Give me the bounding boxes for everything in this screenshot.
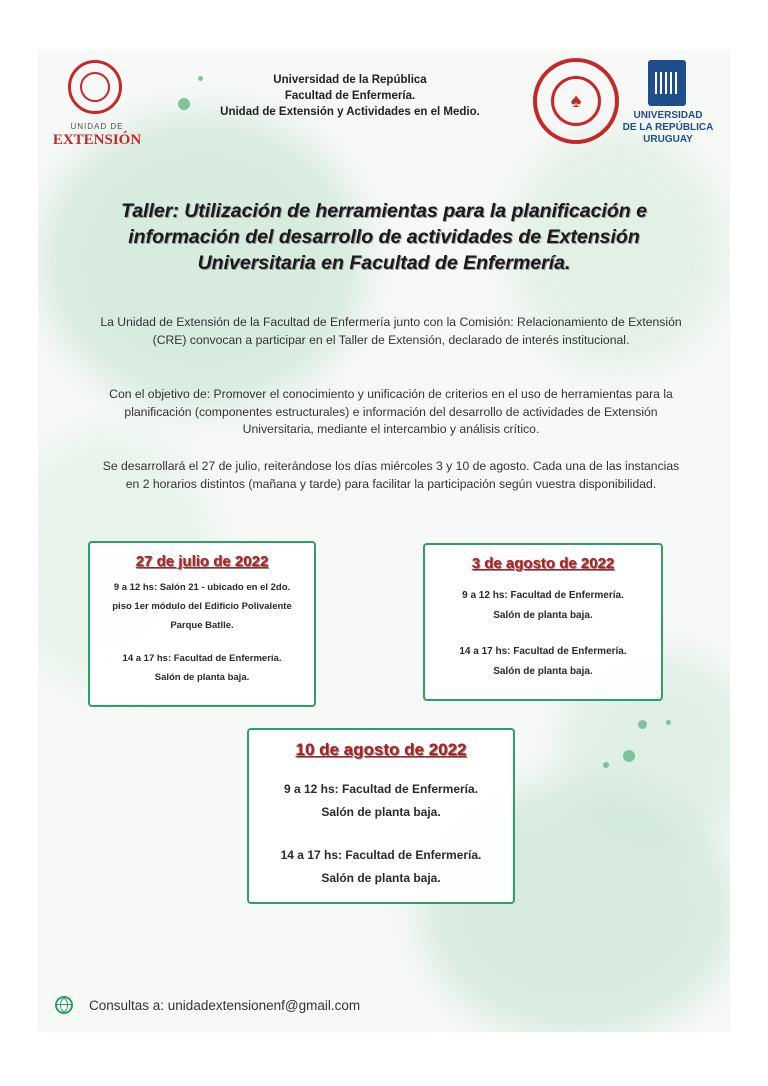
session-morning-line: Parque Batlle. (170, 620, 234, 631)
session-morning-line: Salón de planta baja. (321, 805, 441, 819)
decorative-dot (638, 720, 647, 729)
session-afternoon-line: 14 a 17 hs: Facultad de Enfermería. (459, 646, 627, 657)
header-unit: Unidad de Extensión y Actividades en el Medio. (220, 106, 480, 118)
session-box-august-10 (247, 728, 515, 904)
session-afternoon-line: Salón de planta baja. (154, 672, 250, 683)
session-afternoon-line: Salón de planta baja. (493, 666, 593, 677)
udelar-wordmark: UNIVERSIDAD DE LA REPÚBLICA URUGUAY (622, 110, 714, 145)
objective-paragraph: Con el objetivo de: Promover el conocimiento y unificación de criterios en el uso de herramientas para la planificación (componentes estructurales) e información del desarrollo de actividades de Extensión Universitaria, mediante el intercambio y análisis crítico. (109, 387, 673, 436)
intro-paragraph: La Unidad de Extensión de la Facultad de Enfermería junto con la Comisión: Relacionamiento de Extensión (CRE) convocan a participar en el Taller de Extensión, declarado de interés institucional. (100, 315, 682, 347)
udelar-logo (622, 60, 714, 152)
session-afternoon-line: 14 a 17 hs: Facultad de Enfermería. (122, 653, 282, 664)
decorative-dot (178, 98, 190, 110)
decorative-dot (603, 762, 609, 768)
schedule-paragraph: Se desarrollará el 27 de julio, reiterándose los días miércoles 3 y 10 de agosto. Cada una de las instancias en 2 horarios distintos (mañana y tarde) para facilitar la participación según vuestra disponibilidad. (102, 459, 680, 491)
contact-line (55, 994, 360, 1016)
session-afternoon-line: Salón de planta baja. (321, 871, 441, 885)
session-box-july-27 (88, 541, 316, 707)
session-morning-line: 9 a 12 hs: Facultad de Enfermería. (283, 782, 479, 796)
globe-icon (55, 996, 73, 1014)
session-morning-line: 9 a 12 hs: Facultad de Enfermería. (462, 590, 624, 601)
session-box-august-3 (423, 543, 663, 701)
workshop-title: Taller: Utilización de herramientas para la planificación e información del desarrollo de actividades de Extensión Universitaria en Facultad de Enfermería. (121, 200, 647, 274)
header-faculty: Facultad de Enfermería. (284, 90, 416, 102)
header-university: Universidad de la República (273, 74, 427, 86)
session-morning-line: 9 a 12 hs: Salón 21 - ubicado en el 2do. (113, 582, 291, 593)
logo-unidad-de: UNIDAD DE (70, 122, 124, 131)
session-morning-line: Salón de planta baja. (493, 610, 593, 621)
nursing-seal-icon (68, 60, 122, 114)
session-afternoon-line: 14 a 17 hs: Facultad de Enfermería. (280, 848, 482, 862)
header (200, 72, 500, 120)
session-date: 27 de julio de 2022 (135, 553, 269, 570)
faculty-seal-icon: ♠ (533, 58, 619, 144)
udelar-emblem-icon (648, 60, 686, 106)
session-date: 3 de agosto de 2022 (471, 555, 615, 572)
decorative-dot (623, 750, 635, 762)
extension-unit-logo (52, 60, 142, 156)
session-morning-line: piso 1er módulo del Edificio Polivalente (112, 601, 292, 612)
decorative-dot (666, 720, 671, 725)
logo-extension: EXTENSIÓN (52, 132, 142, 148)
session-date: 10 de agosto de 2022 (295, 740, 467, 759)
contact-email[interactable]: Consultas a: unidadextensionenf@gmail.com (89, 997, 361, 1013)
